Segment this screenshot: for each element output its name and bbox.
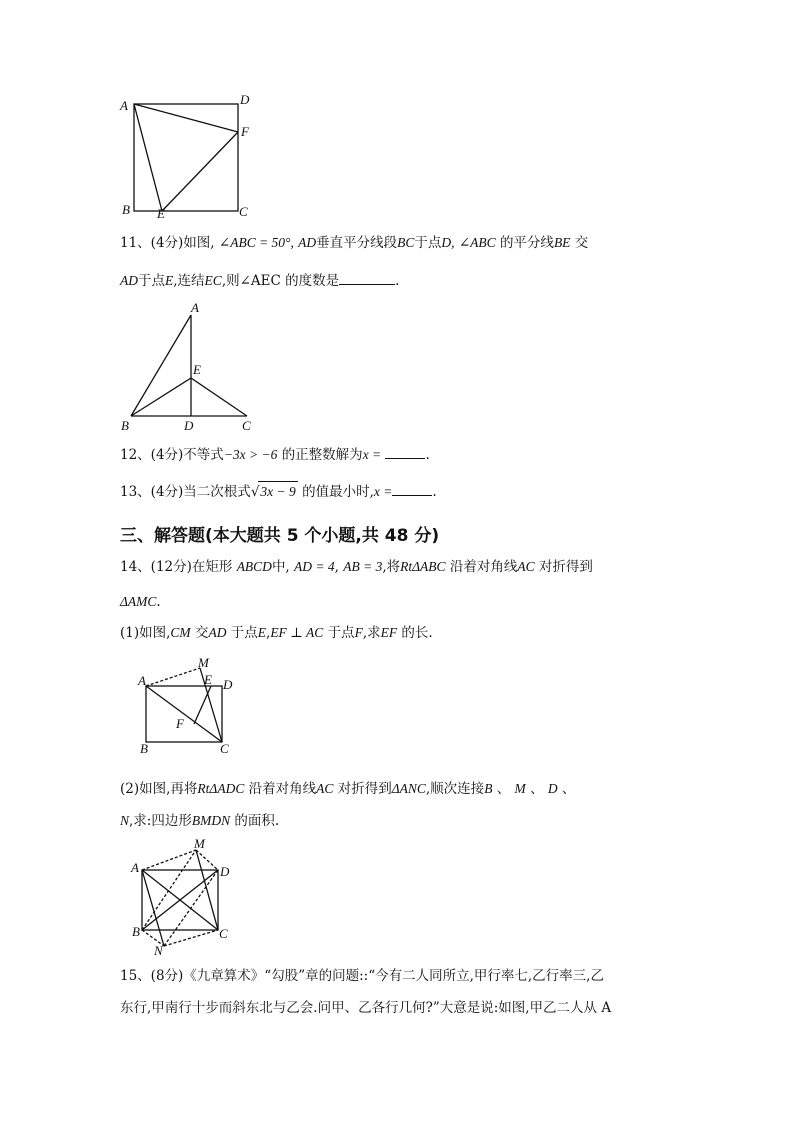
q11-e: E: [165, 273, 174, 288]
q14-text: ,将: [382, 559, 401, 575]
label-b: B: [140, 741, 148, 756]
q11-ad: AD: [120, 273, 138, 288]
q14-text: 对折得到: [538, 559, 593, 575]
label-b: B: [121, 418, 129, 433]
label-m: M: [198, 656, 209, 670]
q14-math: ΔAMC: [120, 594, 157, 609]
label-c: C: [219, 926, 228, 941]
q13-text: 的值最小时,: [302, 484, 374, 500]
label-e: E: [193, 362, 201, 377]
label-a: A: [138, 673, 146, 688]
q11-bc: BC: [397, 235, 415, 250]
label-e: E: [204, 672, 212, 687]
label-d: D: [184, 418, 194, 433]
q14-part2-line1: [120, 779, 575, 799]
q11-ec: EC: [204, 273, 222, 288]
label-d: D: [223, 677, 233, 692]
q14-text: 、: [561, 781, 576, 797]
q12-line: [120, 444, 430, 465]
q11-be: BE: [553, 235, 571, 250]
q11-angle-abc: ∠ABC: [458, 235, 496, 250]
q14-math: AB = 3: [343, 559, 383, 574]
q14-text: 的面积.: [234, 813, 280, 829]
q14-math: AC: [517, 559, 535, 574]
q14-text: ,: [334, 559, 339, 575]
q11-period: .: [395, 273, 400, 289]
label-d: D: [240, 92, 250, 107]
q14-period: .: [156, 594, 161, 610]
q14-text: ,顺次连接: [425, 781, 485, 797]
figure-double-folded-rectangle: [126, 838, 238, 956]
label-b: B: [122, 202, 130, 217]
q14-line2: [120, 592, 161, 612]
label-b: B: [132, 924, 140, 939]
q14-text: ,求:四边形: [129, 813, 192, 829]
label-e: E: [157, 206, 165, 221]
q14-math: M: [514, 781, 526, 796]
q14-math: BMDN: [191, 813, 231, 828]
label-d: D: [220, 864, 230, 879]
q11-text: ,连结: [173, 273, 205, 289]
q12-inequality: −3x > −6: [223, 447, 278, 462]
q14-text: ,: [266, 625, 271, 641]
q11-answer-blank[interactable]: [339, 270, 395, 285]
q14-part2-line2: [120, 811, 279, 831]
q14-math: D: [547, 781, 558, 796]
section-heading: 三、解答题(本大题共 5 个小题,共 48 分): [120, 526, 440, 546]
sqrt-icon: √: [250, 484, 260, 500]
label-f: F: [241, 124, 249, 139]
label-n: N: [154, 943, 163, 956]
q14-text: 对折得到: [337, 781, 392, 797]
q11-angle: ∠ABC = 50°,: [218, 235, 294, 250]
q14-number: 14、(12分)在矩形: [120, 559, 233, 575]
q12-number: 12、(4分)不等式: [120, 447, 224, 463]
q14-text: 交: [194, 625, 209, 641]
q11-ad: AD: [298, 235, 317, 250]
q11-d: D,: [441, 235, 455, 250]
q13-answer-blank[interactable]: [392, 481, 432, 496]
q12-var: x =: [362, 447, 382, 462]
q14-math: EF: [380, 625, 398, 640]
q14-math: RtΔADC: [197, 781, 245, 796]
q14-part2-label: (2)如图,再将: [120, 781, 198, 797]
q15-line2: 东行,甲南行十步而斜东北与乙会.问甲、乙各行几何?”大意是说:如图,甲乙二人从 A: [120, 1000, 612, 1016]
figure-folded-rectangle: [134, 656, 244, 758]
q14-math: RtΔABC: [400, 559, 446, 574]
figure-rectangle-aef: [114, 92, 264, 222]
q14-math: AD = 4: [294, 559, 335, 574]
label-f: F: [176, 716, 184, 731]
q11-number: 11、(4分)如图,: [120, 235, 215, 251]
q14-math: AC: [316, 781, 334, 796]
q14-text: 于点: [230, 625, 258, 641]
q14-part1-label: (1)如图,: [120, 625, 171, 641]
q14-math: AD: [208, 625, 227, 640]
q15-line1: 15、(8分)《九章算术》“勾股”章的问题::“今有二人同所立,甲行率七,乙行率三,乙: [120, 968, 604, 984]
label-a: A: [191, 300, 199, 315]
label-a: A: [120, 98, 128, 113]
q11-text: 交: [574, 235, 589, 251]
q14-math: F: [354, 625, 363, 640]
q13-period: .: [432, 484, 437, 500]
q12-period: .: [425, 447, 430, 463]
label-c: C: [220, 741, 229, 756]
q14-text: 沿着对角线: [248, 781, 317, 797]
label-a: A: [131, 860, 139, 875]
q14-math: ABCD: [236, 559, 272, 574]
q13-var: x =: [373, 484, 393, 499]
q11-text: 于点: [414, 235, 442, 251]
q14-math: N: [120, 813, 130, 828]
q14-math: CM: [170, 625, 191, 640]
q13-line: [120, 481, 437, 502]
q14-math: B: [484, 781, 493, 796]
q14-text: 、: [530, 781, 544, 797]
q14-text: 沿着对角线: [449, 559, 518, 575]
q14-text: 于点: [327, 625, 355, 641]
q14-text: 、: [496, 781, 511, 797]
q14-math: ΔANC: [391, 781, 426, 796]
q11-line2: [120, 270, 399, 291]
q14-math: E: [257, 625, 267, 640]
q14-line1: [120, 557, 593, 577]
label-c: C: [242, 418, 251, 433]
figure-triangle-abc: [114, 298, 264, 436]
q14-text: 的长.: [401, 625, 433, 641]
q14-math: EF ⊥ AC: [270, 625, 324, 640]
q12-text: 的正整数解为: [281, 447, 363, 463]
q13-radicand: 3x − 9: [258, 481, 297, 502]
q11-text: 的平分线: [499, 235, 554, 251]
q14-part1: [120, 623, 433, 643]
q12-answer-blank[interactable]: [385, 444, 425, 459]
q13-number: 13、(4分)当二次根式: [120, 484, 251, 500]
q11-text: 于点: [138, 273, 165, 289]
q14-text: ,求: [362, 625, 381, 641]
q11-text: 垂直平分线段: [316, 235, 398, 251]
label-m: M: [194, 838, 205, 851]
q11-text: ,则∠AEC 的度数是: [221, 273, 340, 289]
q11-line1: [120, 233, 588, 253]
label-c: C: [239, 204, 248, 219]
q14-text: 中,: [271, 559, 290, 575]
